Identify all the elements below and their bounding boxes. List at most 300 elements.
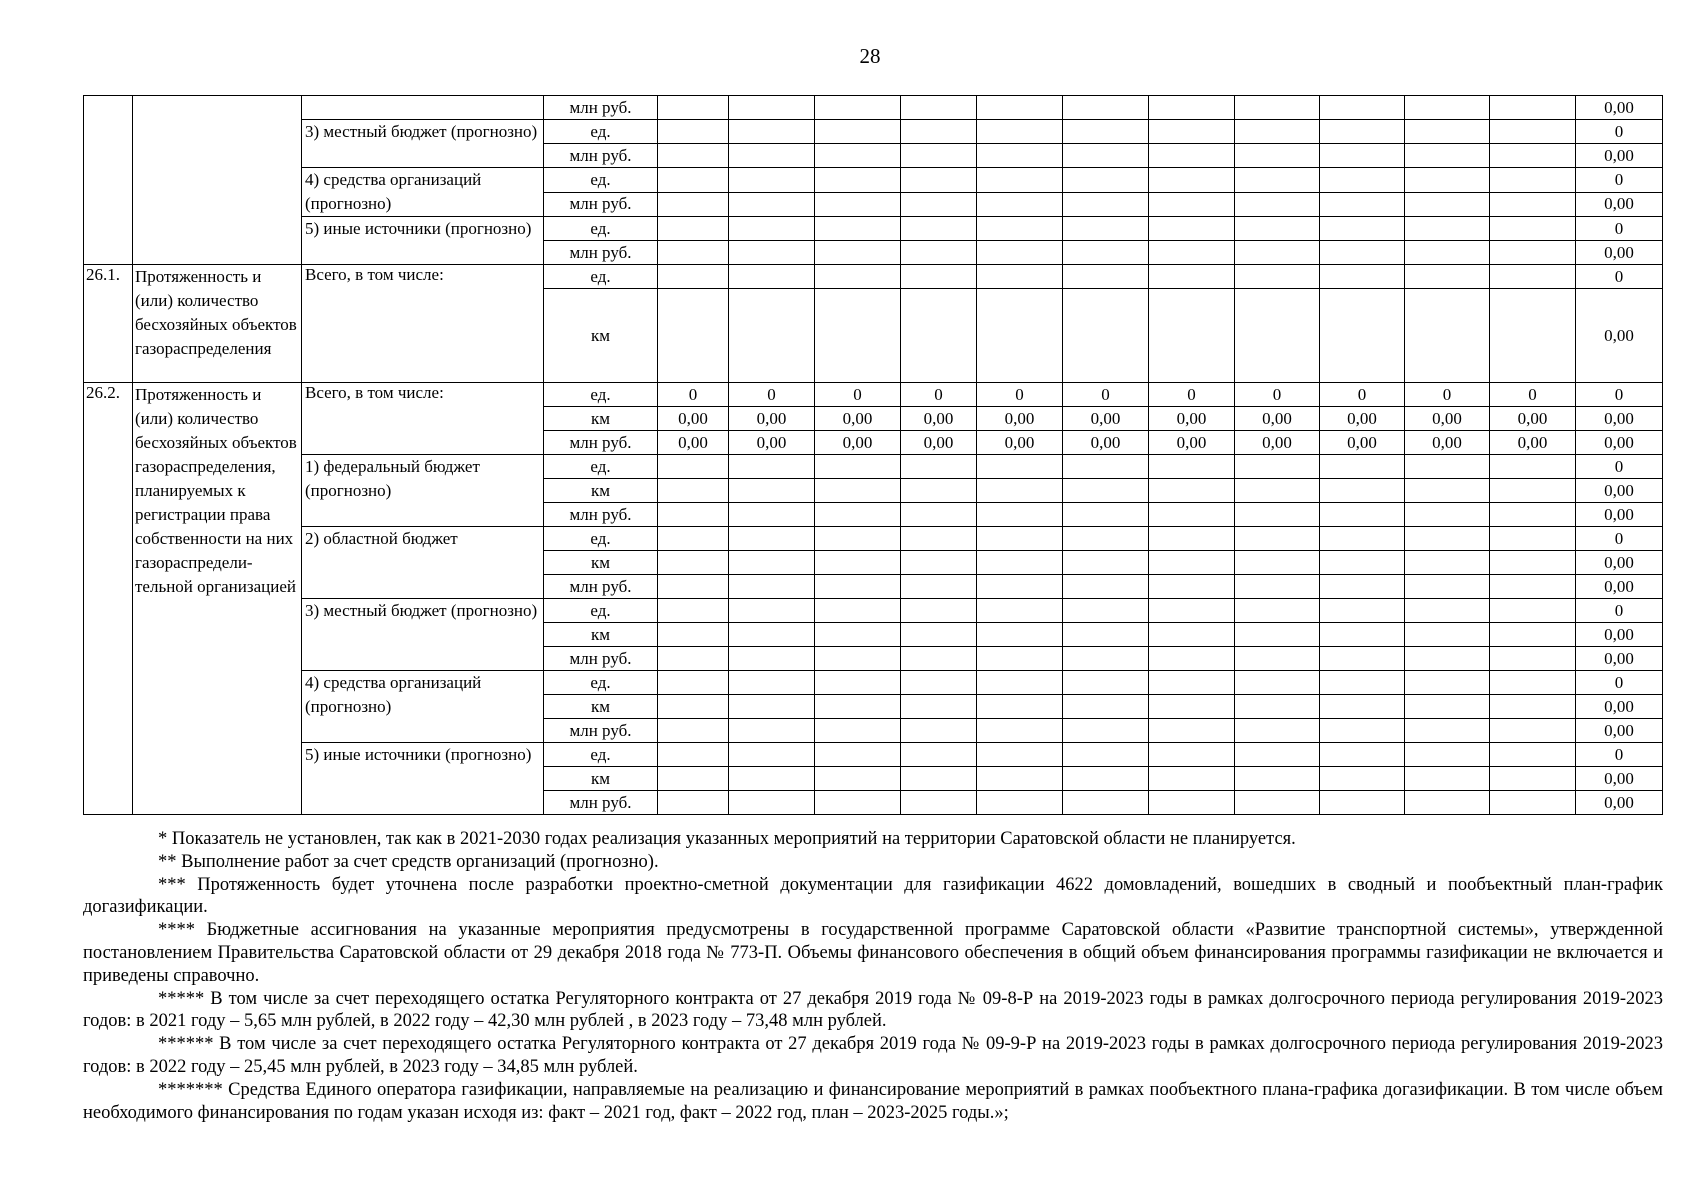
value-cell — [977, 455, 1063, 479]
unit-cell: млн руб. — [544, 575, 658, 599]
footnotes — [83, 828, 1663, 1124]
unit-cell: млн руб. — [544, 241, 658, 265]
footnote: *** Протяженность будет уточнена после разработки проектно-сметной документации для газификации 4622 домовладений, вошедших в сводный и пообъектный план-график догазификации. — [83, 874, 1663, 918]
value-cell — [1490, 265, 1576, 289]
value-cell: 0,00 — [901, 431, 977, 455]
value-cell — [658, 120, 729, 144]
unit-cell: млн руб. — [544, 192, 658, 217]
value-cell — [658, 265, 729, 289]
value-cell — [977, 671, 1063, 695]
value-cell: 0 — [1490, 383, 1576, 407]
value-cell — [1405, 599, 1490, 623]
value-cell — [729, 503, 815, 527]
value-cell — [729, 743, 815, 767]
value-cell — [1235, 527, 1320, 551]
value-cell — [815, 695, 901, 719]
unit-cell: ед. — [544, 265, 658, 289]
unit-cell: км — [544, 407, 658, 431]
value-cell — [1063, 767, 1149, 791]
value-cell: 0 — [1235, 383, 1320, 407]
value-cell — [977, 575, 1063, 599]
value-cell — [977, 647, 1063, 671]
value-cell: 0 — [729, 383, 815, 407]
value-cell — [1490, 767, 1576, 791]
total-cell: 0 — [1576, 455, 1663, 479]
value-cell — [658, 647, 729, 671]
value-cell — [1320, 241, 1405, 265]
value-cell: 0,00 — [977, 431, 1063, 455]
value-cell — [815, 168, 901, 193]
value-cell — [977, 120, 1063, 144]
value-cell: 0,00 — [977, 407, 1063, 431]
value-cell — [815, 599, 901, 623]
value-cell — [977, 695, 1063, 719]
value-cell — [1405, 217, 1490, 241]
value-cell — [1063, 743, 1149, 767]
value-cell: 0,00 — [1235, 407, 1320, 431]
value-cell — [1405, 743, 1490, 767]
footnote: ****** В том числе за счет переходящего остатка Регуляторного контракта от 27 декабря 2019 года № 09-9-Р на 2019-2023 годы в рамках долгосрочного периода регулирования 2019-2023 годов: в 2022 году – 25,45 млн рублей, в 2023 году – 34,85 млн рублей. — [83, 1034, 1663, 1077]
value-cell — [1149, 241, 1235, 265]
value-cell — [729, 217, 815, 241]
value-cell — [658, 551, 729, 575]
footnote: * Показатель не установлен, так как в 2021-2030 годах реализация указанных мероприятий на территории Саратовской области не планируется. — [158, 829, 1296, 849]
value-cell — [815, 671, 901, 695]
value-cell — [1405, 719, 1490, 743]
value-cell — [1490, 120, 1576, 144]
value-cell — [1320, 120, 1405, 144]
value-cell — [1405, 551, 1490, 575]
value-cell — [901, 551, 977, 575]
value-cell — [1063, 551, 1149, 575]
value-cell — [1149, 575, 1235, 599]
unit-cell: км — [544, 623, 658, 647]
value-cell — [901, 217, 977, 241]
value-cell — [658, 96, 729, 120]
value-cell — [1320, 527, 1405, 551]
total-cell: 0,00 — [1576, 719, 1663, 743]
value-cell — [1235, 647, 1320, 671]
value-cell — [901, 455, 977, 479]
value-cell — [815, 144, 901, 168]
value-cell — [658, 791, 729, 815]
value-cell: 0 — [977, 383, 1063, 407]
value-cell — [729, 289, 815, 383]
source-cell: 3) местный бюджет (прогнозно) — [302, 120, 544, 168]
unit-cell: млн руб. — [544, 647, 658, 671]
value-cell — [1149, 551, 1235, 575]
table-row — [84, 217, 1663, 241]
value-cell: 0 — [658, 383, 729, 407]
value-cell — [1405, 455, 1490, 479]
value-cell — [901, 168, 977, 193]
table-row — [84, 671, 1663, 695]
source-cell: 1) федеральный бюджет (прогнозно) — [302, 455, 544, 527]
value-cell — [815, 503, 901, 527]
value-cell — [1063, 599, 1149, 623]
value-cell — [977, 623, 1063, 647]
value-cell — [1490, 551, 1576, 575]
total-cell: 0,00 — [1576, 791, 1663, 815]
value-cell — [1490, 623, 1576, 647]
value-cell — [901, 144, 977, 168]
total-cell: 0 — [1576, 743, 1663, 767]
value-cell — [815, 455, 901, 479]
total-cell: 0,00 — [1576, 192, 1663, 217]
value-cell — [1235, 241, 1320, 265]
value-cell — [658, 767, 729, 791]
value-cell — [1063, 455, 1149, 479]
unit-cell: ед. — [544, 527, 658, 551]
value-cell — [1235, 217, 1320, 241]
value-cell — [1405, 695, 1490, 719]
value-cell — [1149, 120, 1235, 144]
value-cell: 0,00 — [658, 407, 729, 431]
value-cell — [1235, 120, 1320, 144]
value-cell — [1235, 695, 1320, 719]
value-cell — [1063, 647, 1149, 671]
value-cell — [815, 551, 901, 575]
value-cell — [815, 647, 901, 671]
unit-cell: ед. — [544, 168, 658, 193]
value-cell — [658, 241, 729, 265]
total-cell: 0 — [1576, 671, 1663, 695]
value-cell — [729, 527, 815, 551]
total-cell: 0,00 — [1576, 503, 1663, 527]
table-row — [84, 743, 1663, 767]
value-cell — [729, 455, 815, 479]
total-cell: 0,00 — [1576, 96, 1663, 120]
value-cell — [1149, 791, 1235, 815]
unit-cell: млн руб. — [544, 96, 658, 120]
value-cell: 0 — [1149, 383, 1235, 407]
value-cell — [1320, 192, 1405, 217]
value-cell — [1235, 575, 1320, 599]
value-cell — [1235, 623, 1320, 647]
unit-cell: ед. — [544, 120, 658, 144]
value-cell — [1405, 241, 1490, 265]
value-cell — [729, 551, 815, 575]
value-cell — [1149, 265, 1235, 289]
source-cell — [302, 96, 544, 120]
unit-cell: млн руб. — [544, 503, 658, 527]
value-cell: 0 — [1320, 383, 1405, 407]
value-cell — [1063, 623, 1149, 647]
total-cell: 0 — [1576, 120, 1663, 144]
value-cell — [815, 767, 901, 791]
value-cell — [1063, 120, 1149, 144]
value-cell — [901, 743, 977, 767]
value-cell — [1149, 455, 1235, 479]
value-cell — [1149, 479, 1235, 503]
source-cell: Всего, в том числе: — [302, 383, 544, 455]
value-cell: 0,00 — [1235, 431, 1320, 455]
value-cell — [1149, 289, 1235, 383]
value-cell — [815, 527, 901, 551]
value-cell — [729, 144, 815, 168]
total-cell: 0,00 — [1576, 431, 1663, 455]
value-cell — [1235, 767, 1320, 791]
page-number: 28 — [859, 44, 881, 68]
value-cell — [1149, 144, 1235, 168]
value-cell — [901, 265, 977, 289]
value-cell — [1149, 719, 1235, 743]
value-cell — [1235, 168, 1320, 193]
value-cell — [1063, 575, 1149, 599]
value-cell — [815, 241, 901, 265]
unit-cell: млн руб. — [544, 719, 658, 743]
value-cell — [977, 791, 1063, 815]
value-cell — [1405, 265, 1490, 289]
unit-cell: км — [544, 767, 658, 791]
value-cell — [1490, 575, 1576, 599]
value-cell — [1149, 192, 1235, 217]
value-cell — [1405, 575, 1490, 599]
value-cell — [1235, 503, 1320, 527]
value-cell — [729, 265, 815, 289]
value-cell — [1149, 671, 1235, 695]
value-cell — [1490, 168, 1576, 193]
value-cell — [1235, 289, 1320, 383]
value-cell — [977, 527, 1063, 551]
value-cell — [1149, 527, 1235, 551]
value-cell — [1405, 767, 1490, 791]
unit-cell: км — [544, 551, 658, 575]
value-cell — [977, 192, 1063, 217]
footnote: ******* Средства Единого оператора газификации, направляемые на реализацию и финансирование мероприятий в рамках пообъектного плана-графика догазификации. В том числе объем необходимого финансирования по годам указан исходя из: факт – 2021 год, факт – 2022 год, план – 2023-2025 годы.»; — [83, 1079, 1663, 1123]
value-cell — [1235, 551, 1320, 575]
unit-cell: ед. — [544, 671, 658, 695]
value-cell — [901, 503, 977, 527]
value-cell — [815, 575, 901, 599]
total-cell: 0,00 — [1576, 695, 1663, 719]
value-cell — [901, 671, 977, 695]
value-cell — [1235, 791, 1320, 815]
value-cell — [658, 455, 729, 479]
unit-cell: млн руб. — [544, 431, 658, 455]
value-cell — [1320, 217, 1405, 241]
value-cell — [658, 144, 729, 168]
value-cell — [1149, 743, 1235, 767]
value-cell — [1235, 479, 1320, 503]
total-cell: 0,00 — [1576, 767, 1663, 791]
value-cell — [1063, 289, 1149, 383]
table-row — [84, 383, 1663, 407]
value-cell — [1149, 503, 1235, 527]
value-cell — [1320, 168, 1405, 193]
value-cell — [1405, 479, 1490, 503]
value-cell — [729, 623, 815, 647]
value-cell — [1490, 289, 1576, 383]
unit-cell: ед. — [544, 217, 658, 241]
total-cell: 0 — [1576, 217, 1663, 241]
total-cell: 0,00 — [1576, 575, 1663, 599]
value-cell: 0,00 — [815, 431, 901, 455]
value-cell — [729, 96, 815, 120]
value-cell — [1405, 168, 1490, 193]
unit-cell: ед. — [544, 599, 658, 623]
value-cell — [815, 791, 901, 815]
table-row — [84, 527, 1663, 551]
source-cell: 4) средства организаций (прогнозно) — [302, 168, 544, 217]
value-cell — [1063, 192, 1149, 217]
value-cell — [901, 96, 977, 120]
value-cell — [658, 168, 729, 193]
total-cell: 0,00 — [1576, 551, 1663, 575]
table-row — [84, 599, 1663, 623]
value-cell — [1405, 192, 1490, 217]
row-name: Протяженность и (или) количество бесхозяйных объектов газораспределения — [133, 265, 302, 383]
value-cell — [977, 265, 1063, 289]
unit-cell: ед. — [544, 743, 658, 767]
value-cell — [977, 144, 1063, 168]
value-cell — [658, 479, 729, 503]
value-cell — [1149, 599, 1235, 623]
value-cell — [1320, 551, 1405, 575]
value-cell: 0 — [901, 383, 977, 407]
value-cell — [1490, 503, 1576, 527]
value-cell — [977, 551, 1063, 575]
source-cell: 5) иные источники (прогнозно) — [302, 743, 544, 815]
value-cell — [901, 791, 977, 815]
value-cell — [1235, 671, 1320, 695]
value-cell — [815, 743, 901, 767]
value-cell — [1405, 623, 1490, 647]
value-cell: 0,00 — [1320, 431, 1405, 455]
table-row — [84, 120, 1663, 144]
value-cell — [1063, 265, 1149, 289]
value-cell: 0,00 — [1490, 431, 1576, 455]
value-cell — [729, 168, 815, 193]
value-cell — [658, 575, 729, 599]
source-cell: 5) иные источники (прогнозно) — [302, 217, 544, 265]
table-row — [84, 96, 1663, 120]
value-cell — [1063, 217, 1149, 241]
value-cell — [729, 192, 815, 217]
value-cell — [729, 671, 815, 695]
value-cell — [658, 289, 729, 383]
value-cell — [658, 192, 729, 217]
value-cell — [1149, 623, 1235, 647]
value-cell — [1490, 599, 1576, 623]
total-cell: 0,00 — [1576, 407, 1663, 431]
unit-cell: ед. — [544, 383, 658, 407]
value-cell — [1405, 289, 1490, 383]
value-cell — [1235, 144, 1320, 168]
value-cell: 0,00 — [815, 407, 901, 431]
table-row — [84, 168, 1663, 193]
value-cell — [815, 120, 901, 144]
value-cell — [1320, 767, 1405, 791]
value-cell — [1149, 217, 1235, 241]
value-cell — [729, 241, 815, 265]
value-cell — [1490, 217, 1576, 241]
value-cell — [658, 719, 729, 743]
value-cell — [1405, 791, 1490, 815]
value-cell — [815, 289, 901, 383]
value-cell — [1063, 479, 1149, 503]
value-cell — [1063, 791, 1149, 815]
value-cell — [1320, 479, 1405, 503]
value-cell — [1063, 168, 1149, 193]
value-cell — [901, 527, 977, 551]
value-cell — [815, 479, 901, 503]
value-cell — [815, 719, 901, 743]
value-cell — [658, 695, 729, 719]
value-cell — [658, 503, 729, 527]
total-cell: 0 — [1576, 265, 1663, 289]
table-row — [84, 265, 1663, 289]
footnote: **** Бюджетные ассигнования на указанные мероприятия предусмотрены в государственной программе Саратовской области «Развитие транспортной системы», утвержденной постановлением Правительства Саратовской области от 29 декабря 2018 года № 773-П. Объемы финансового обеспечения в общий объем финансирования программы газификации не включается и приведены справочно. — [83, 920, 1663, 986]
value-cell — [1320, 575, 1405, 599]
footnote: ** Выполнение работ за счет средств организаций (прогнозно). — [158, 851, 659, 872]
value-cell — [658, 217, 729, 241]
value-cell — [729, 120, 815, 144]
row-code: 26.2. — [84, 383, 133, 815]
value-cell: 0,00 — [1149, 407, 1235, 431]
value-cell — [815, 623, 901, 647]
name-cell — [133, 96, 302, 265]
value-cell — [1490, 671, 1576, 695]
value-cell — [1320, 599, 1405, 623]
value-cell: 0,00 — [729, 431, 815, 455]
value-cell — [1320, 144, 1405, 168]
value-cell — [1320, 791, 1405, 815]
value-cell — [901, 241, 977, 265]
row-code: 26.1. — [84, 265, 133, 383]
value-cell — [815, 265, 901, 289]
value-cell — [1320, 719, 1405, 743]
value-cell — [901, 623, 977, 647]
table-row — [84, 455, 1663, 479]
value-cell — [1235, 455, 1320, 479]
value-cell: 0,00 — [729, 407, 815, 431]
value-cell: 0,00 — [1490, 407, 1576, 431]
value-cell — [1490, 695, 1576, 719]
value-cell — [815, 96, 901, 120]
code-cell — [84, 96, 133, 265]
source-cell: 4) средства организаций (прогнозно) — [302, 671, 544, 743]
value-cell — [729, 719, 815, 743]
value-cell — [1320, 695, 1405, 719]
value-cell — [1063, 503, 1149, 527]
unit-cell: млн руб. — [544, 144, 658, 168]
value-cell — [1063, 671, 1149, 695]
value-cell — [729, 695, 815, 719]
total-cell: 0,00 — [1576, 479, 1663, 503]
value-cell — [658, 743, 729, 767]
value-cell — [1235, 719, 1320, 743]
value-cell: 0,00 — [901, 407, 977, 431]
value-cell — [977, 241, 1063, 265]
value-cell — [1149, 96, 1235, 120]
value-cell — [977, 168, 1063, 193]
value-cell — [901, 767, 977, 791]
value-cell — [1063, 144, 1149, 168]
value-cell: 0,00 — [658, 431, 729, 455]
value-cell: 0 — [1063, 383, 1149, 407]
value-cell — [1320, 647, 1405, 671]
value-cell — [1320, 96, 1405, 120]
value-cell — [901, 289, 977, 383]
total-cell: 0 — [1576, 599, 1663, 623]
value-cell — [977, 767, 1063, 791]
value-cell — [1320, 671, 1405, 695]
value-cell — [977, 217, 1063, 241]
value-cell — [1405, 120, 1490, 144]
value-cell — [658, 527, 729, 551]
value-cell: 0 — [1405, 383, 1490, 407]
